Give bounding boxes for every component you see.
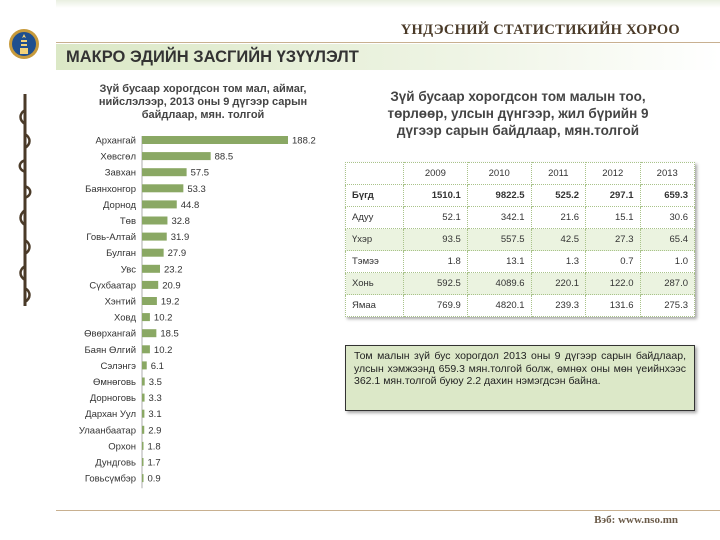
table-cell: 21.6 — [531, 207, 585, 229]
table-cell: 557.5 — [467, 229, 531, 251]
table-header-row — [346, 163, 695, 185]
category-label: Улаанбаатар — [78, 425, 136, 437]
table-cell: 13.1 — [467, 251, 531, 273]
bar — [142, 152, 211, 160]
value-label: 2.9 — [148, 425, 162, 437]
value-label: 0.9 — [147, 473, 161, 485]
table-cell: 15.1 — [586, 207, 640, 229]
row-label: Тэмээ — [346, 251, 404, 273]
table-cell: 659.3 — [640, 185, 695, 207]
year-header: 2011 — [531, 163, 585, 185]
category-label: Өмнөговь — [93, 377, 136, 388]
category-label: Сэлэнгэ — [100, 360, 136, 372]
category-label: Өвөрхангай — [84, 328, 136, 340]
table-cell: 9822.5 — [467, 185, 531, 207]
website-link[interactable]: Вэб: www.nso.mn — [594, 514, 678, 526]
bar — [142, 265, 160, 273]
bar — [142, 297, 157, 305]
value-label: 88.5 — [214, 151, 234, 163]
value-label: 3.3 — [148, 393, 162, 405]
table-cell: 93.5 — [404, 229, 468, 251]
table-cell: 42.5 — [531, 229, 585, 251]
summary-note: Том малын зүй бус хорогдол 2013 оны 9 дүгээр сарын байдлаар, улсын хэмжээнд 659.3 мян.толгой болж, өмнөх оны мөн үеийнхээс 362.1 мян.толгой буюу 2.2 дахин нэмэгдсэн байна. — [345, 345, 695, 411]
value-label: 57.5 — [190, 167, 210, 179]
value-label: 1.7 — [147, 457, 161, 469]
bar — [142, 329, 156, 337]
value-label: 23.2 — [163, 264, 183, 276]
table-row — [346, 185, 695, 207]
value-label: 1.8 — [147, 441, 161, 453]
table-cell: 239.3 — [531, 295, 585, 317]
category-label: Хэнтий — [104, 296, 136, 308]
bar — [142, 410, 144, 418]
category-label: Ховд — [114, 312, 136, 324]
bar — [142, 378, 145, 386]
chart-title-line: Зүй бусаар хорогдсон том мал, аймаг, — [99, 83, 307, 95]
category-label: Дундговь — [95, 457, 136, 469]
table-row — [346, 229, 695, 251]
bar — [142, 136, 288, 144]
row-label: Бүгд — [346, 185, 404, 207]
category-label: Архангай — [95, 135, 136, 147]
row-label: Хонь — [346, 273, 404, 295]
value-label: 53.3 — [187, 183, 206, 195]
category-label: Дорноговь — [89, 393, 136, 405]
table-cell: 275.3 — [640, 295, 695, 317]
table-cell: 1.8 — [404, 251, 468, 273]
value-label: 6.1 — [150, 360, 164, 372]
bar — [142, 345, 150, 353]
bar — [142, 458, 144, 466]
category-label: Говь-Алтай — [86, 232, 136, 244]
category-label: Увс — [120, 264, 136, 276]
bar — [142, 233, 167, 241]
value-label: 3.5 — [148, 377, 162, 388]
bar — [142, 200, 177, 208]
org-name: ҮНДЭСНИЙ СТАТИСТИКИЙН ХОРОО — [400, 22, 680, 38]
bar — [142, 426, 144, 434]
value-label: 18.5 — [160, 328, 179, 340]
category-label: Булган — [106, 248, 136, 260]
chart-title-line: байдлаар, мян. толгой — [141, 109, 265, 121]
chart-title-line: нийслэлээр, 2013 оны 9 дүгээр сарын — [98, 96, 308, 108]
category-label: Хөвсгөл — [100, 151, 136, 163]
table-cell: 1.3 — [531, 251, 585, 273]
category-label: Сүхбаатар — [89, 280, 136, 292]
table-cell: 4089.6 — [467, 273, 531, 295]
table-cell: 131.6 — [586, 295, 640, 317]
table-cell: 287.0 — [640, 273, 695, 295]
table-row — [346, 295, 695, 317]
category-label: Завхан — [104, 167, 136, 179]
table-cell: 122.0 — [586, 273, 640, 295]
value-label: 19.2 — [160, 296, 180, 308]
year-header: 2010 — [467, 163, 531, 185]
table-cell: 297.1 — [586, 185, 640, 207]
bar — [142, 249, 164, 257]
bar — [142, 474, 144, 482]
table-cell: 1510.1 — [404, 185, 468, 207]
bar — [142, 361, 147, 369]
bar — [142, 313, 150, 321]
table-cell: 769.9 — [404, 295, 468, 317]
table-cell: 52.1 — [404, 207, 468, 229]
table-row — [346, 207, 695, 229]
bar — [142, 184, 183, 192]
table-cell: 27.3 — [586, 229, 640, 251]
category-label: Орхон — [108, 441, 136, 453]
bar — [142, 217, 167, 225]
table-cell: 220.1 — [531, 273, 585, 295]
livestock-loss-table — [345, 162, 695, 317]
footer-divider — [56, 510, 720, 511]
table-cell: 592.5 — [404, 273, 468, 295]
value-label: 27.9 — [167, 248, 187, 260]
value-label: 10.2 — [153, 344, 173, 356]
table-row — [346, 251, 695, 273]
table-title-line: Зүй бусаар хорогдсон том малын тоо, — [390, 89, 646, 104]
table-cell: 0.7 — [586, 251, 640, 273]
value-label: 20.9 — [162, 280, 181, 292]
table-cell: 525.2 — [531, 185, 585, 207]
table-title-line: дүгээр сарын байдлаар, мян.толгой — [396, 123, 640, 138]
table-title-line: төрлөөр, улсын дүнгээр, жил бүрийн 9 — [387, 106, 649, 121]
row-label: Ямаа — [346, 295, 404, 317]
bar — [142, 281, 158, 289]
row-label: Адуу — [346, 207, 404, 229]
table-corner-cell — [346, 163, 404, 185]
table-title — [362, 88, 674, 139]
category-label: Төв — [119, 216, 136, 227]
year-header: 2013 — [640, 163, 695, 185]
value-label: 3.1 — [148, 409, 162, 421]
value-label: 188.2 — [292, 135, 316, 147]
page-title: МАКРО ЭДИЙН ЗАСГИЙН ҮЗҮҮЛЭЛТ — [66, 48, 359, 66]
table-cell: 65.4 — [640, 229, 695, 251]
table-row — [346, 273, 695, 295]
table-cell: 30.6 — [640, 207, 695, 229]
bar — [142, 168, 187, 176]
value-label: 32.8 — [171, 216, 190, 227]
category-label: Говьсүмбэр — [84, 473, 136, 485]
value-label: 44.8 — [180, 199, 200, 211]
category-label: Баянхонгор — [85, 183, 136, 195]
year-header: 2012 — [586, 163, 640, 185]
table-cell: 342.1 — [467, 207, 531, 229]
row-label: Үхэр — [346, 229, 404, 251]
value-label: 31.9 — [170, 232, 190, 244]
table-cell: 4820.1 — [467, 295, 531, 317]
table-cell: 1.0 — [640, 251, 695, 273]
category-label: Дархан Уул — [85, 409, 136, 421]
bar — [142, 442, 144, 450]
bar — [142, 394, 145, 402]
category-label: Баян Өлгий — [84, 344, 136, 356]
value-label: 10.2 — [153, 312, 173, 324]
category-label: Дорнод — [103, 199, 136, 211]
year-header: 2009 — [404, 163, 468, 185]
